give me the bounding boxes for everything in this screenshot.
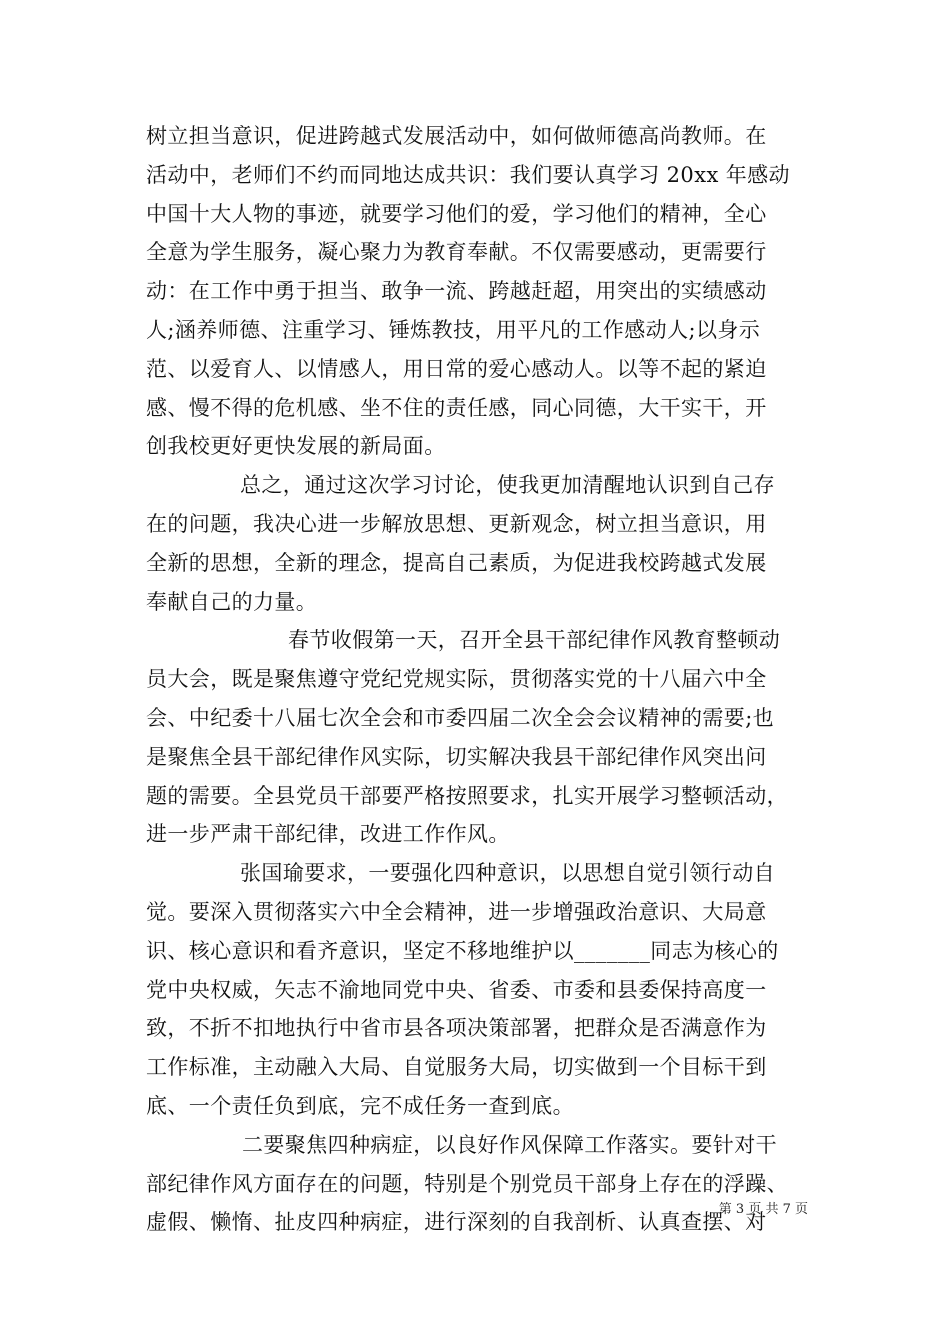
text-line: 题的需要。全县党员干部要严格按照要求，扎实开展学习整顿活动， — [146, 783, 788, 808]
text-line: 活动中，老师们不约而同地达成共识：我们要认真学习 20xx 年感动 — [146, 162, 790, 187]
text-line: 会、中纪委十八届七次全会和市委四届二次全会会议精神的需要;也 — [146, 705, 775, 730]
text-line: 党中央权威，矢志不渝地同党中央、省委、市委和县委保持高度一 — [146, 977, 767, 1002]
document-body — [146, 117, 810, 1242]
text-line: 奉献自己的力量。 — [146, 589, 318, 614]
text-line: 底、一个责任负到底，完不成任务一查到底。 — [146, 1093, 574, 1118]
text-line: 动：在工作中勇于担当、敢争一流、跨越赶超，用突出的实绩感动 — [146, 279, 767, 304]
text-line: 在的问题，我决心进一步解放思想、更新观念，树立担当意识，用 — [146, 511, 767, 536]
text-line: 范、以爱育人、以情感人，用日常的爱心感动人。以等不起的紧迫 — [146, 356, 767, 381]
text-line: 虚假、懒惰、扯皮四种病症，进行深刻的自我剖析、认真查摆、对 — [146, 1210, 767, 1235]
text-line: 感、慢不得的危机感、坐不住的责任感，同心同德，大干实干，开 — [146, 395, 767, 420]
text-line: 觉。要深入贯彻落实六中全会精神，进一步增强政治意识、大局意 — [146, 899, 767, 924]
paragraph — [146, 1126, 810, 1242]
text-line: 二要聚焦四种病症，以良好作风保障工作落实。要针对干 — [242, 1132, 777, 1157]
text-line: 总之，通过这次学习讨论，使我更加清醒地认识到自己存 — [240, 473, 775, 498]
text-line: 张国瑜要求，一要强化四种意识，以思想自觉引领行动自 — [240, 861, 775, 886]
text-line: 春节收假第一天，召开全县干部纪律作风教育整顿动 — [288, 628, 781, 653]
paragraph — [146, 117, 810, 466]
text-line: 树立担当意识，促进跨越式发展活动中，如何做师德高尚教师。在 — [146, 124, 767, 148]
paragraph — [146, 466, 810, 621]
text-line: 全新的思想，全新的理念，提高自己素质，为促进我校跨越式发展 — [146, 550, 767, 575]
page-number-footer: 第 3 页 共 7 页 — [718, 1202, 808, 1217]
text-line: 部纪律作风方面存在的问题，特别是个别党员干部身上存在的浮躁、 — [146, 1171, 788, 1196]
text-line: 是聚焦全县干部纪律作风实际，切实解决我县干部纪律作风突出问 — [146, 744, 767, 769]
paragraph — [146, 621, 810, 854]
text-line: 识、核心意识和看齐意识，坚定不移地维护以_______同志为核心的 — [146, 938, 779, 963]
text-line: 致，不折不扣地执行中省市县各项决策部署，把群众是否满意作为 — [146, 1016, 767, 1041]
text-line: 员大会，既是聚焦遵守党纪党规实际，贯彻落实党的十八届六中全 — [146, 667, 767, 692]
text-line: 中国十大人物的事迹，就要学习他们的爱，学习他们的精神，全心 — [146, 201, 767, 226]
text-line: 工作标准，主动融入大局、自觉服务大局，切实做到一个目标干到 — [146, 1055, 767, 1080]
paragraph — [146, 854, 810, 1126]
text-line: 进一步严肃干部纪律，改进工作作风。 — [146, 822, 510, 847]
text-line: 创我校更好更快发展的新局面。 — [146, 434, 446, 459]
text-line: 全意为学生服务，凝心聚力为教育奉献。不仅需要感动，更需要行 — [146, 240, 767, 265]
text-line: 人;涵养师德、注重学习、锤炼教技，用平凡的工作感动人;以身示 — [146, 317, 761, 342]
